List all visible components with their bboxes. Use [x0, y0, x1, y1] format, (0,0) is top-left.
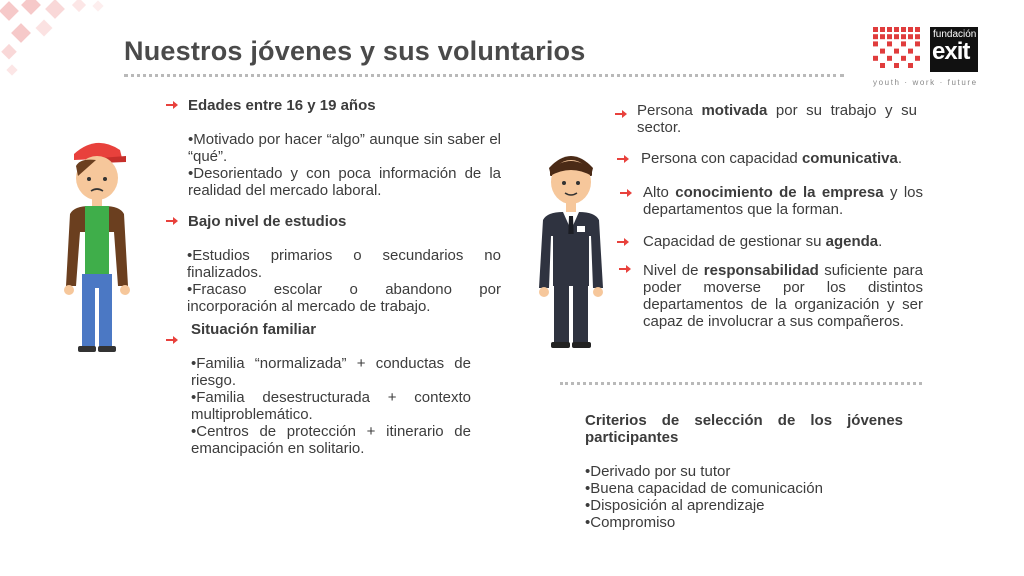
logo-tagline: youth · work · future	[873, 78, 978, 87]
arrow-icon	[166, 217, 178, 225]
arrow-icon	[617, 155, 629, 163]
criteria-item-tutor: •Derivado por su tutor	[585, 463, 731, 480]
bullet-family-2: •Familia desestructurada + contexto multiproblemático.	[191, 389, 471, 423]
bullet-family-1: •Familia “normalizada” + conductas de riesgo.	[191, 355, 471, 389]
arrow-icon	[615, 110, 627, 118]
bullet-studies-2: •Fracaso escolar o abandono por incorporación al mercado de trabajo.	[187, 281, 501, 315]
volunteer-trait-communicative: Persona con capacidad comunicativa.	[641, 150, 902, 167]
section-heading-family: Situación familiar	[191, 321, 317, 338]
criteria-item-learning: •Disposición al aprendizaje	[585, 497, 765, 514]
title-divider	[124, 74, 844, 77]
bullet-family-3: •Centros de protección + itinerario de emancipación en solitario.	[191, 423, 471, 457]
volunteer-illustration	[535, 146, 607, 352]
bullet-studies-1: •Estudios primarios o secundarios no finalizados.	[187, 247, 501, 281]
bullet-ages-1: •Motivado por hacer “algo” aunque sin saber el “qué”.	[188, 131, 501, 165]
criteria-divider	[560, 382, 922, 385]
arrow-icon	[619, 265, 631, 273]
volunteer-trait-responsibility: Nivel de responsabilidad suficiente para poder moverse por los distintos departamentos de la organización y ser capaz de involucrar a sus compañeros.	[643, 262, 923, 330]
volunteer-trait-knowledge: Alto conocimiento de la empresa y los departamentos que la forman.	[643, 184, 924, 218]
criteria-item-communication: •Buena capacidad de comunicación	[585, 480, 823, 497]
young-person-illustration	[60, 136, 136, 356]
fundacion-exit-logo	[873, 27, 981, 91]
section-heading-ages: Edades entre 16 y 19 años	[188, 97, 376, 114]
logo-grid-icon	[873, 27, 923, 71]
arrow-icon	[166, 336, 178, 344]
corner-decoration	[0, 0, 120, 90]
section-heading-studies: Bajo nivel de estudios	[188, 213, 347, 230]
logo-box	[930, 27, 978, 72]
volunteer-trait-agenda: Capacidad de gestionar su agenda.	[643, 233, 883, 250]
criteria-heading: Criterios de selección de los jóvenes participantes	[585, 412, 903, 446]
criteria-item-commitment: •Compromiso	[585, 514, 676, 531]
logo-small-text: fundación	[933, 29, 977, 40]
arrow-icon	[620, 189, 632, 197]
bullet-ages-2: •Desorientado y con poca información de la realidad del mercado laboral.	[188, 165, 501, 199]
arrow-icon	[166, 101, 178, 109]
volunteer-trait-motivated: Persona motivada por su trabajo y su sector.	[637, 102, 917, 136]
page-title: Nuestros jóvenes y sus voluntarios	[124, 36, 586, 66]
arrow-icon	[617, 238, 629, 246]
logo-big-text: exit	[932, 38, 970, 65]
